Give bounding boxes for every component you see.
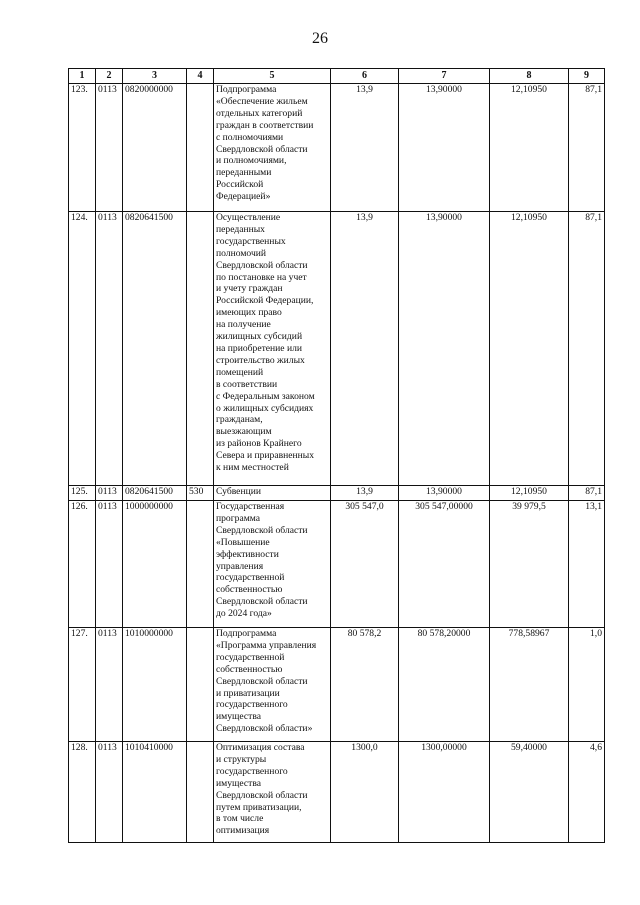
column-header-5: 5 bbox=[214, 69, 331, 84]
section-code: 0113 bbox=[96, 84, 123, 212]
row-number: 125. bbox=[69, 486, 96, 501]
row-number: 127. bbox=[69, 628, 96, 742]
section-code: 0113 bbox=[96, 486, 123, 501]
refined-amount: 13,90000 bbox=[399, 84, 490, 212]
item-name: Осуществление переданных государственных полномочий Свердловской области по постановке на учет и учету граждан Российской Федерации, имеющих право на получение жилищных субсидий на приобретение или строительство жилых помещений в соответствии с Федеральным законом о жилищных субсидиях гражданам, выезжающим из районов Крайнего Севера и приравненных к ним местностей bbox=[214, 212, 331, 486]
plan-amount: 305 547,0 bbox=[331, 501, 399, 628]
item-name: Государственная программа Свердловской области «Повышение эффективности управления государственной собственностью Свердловской области до 2024 года» bbox=[214, 501, 331, 628]
plan-amount: 13,9 bbox=[331, 486, 399, 501]
table-row bbox=[69, 84, 605, 212]
section-code: 0113 bbox=[96, 212, 123, 486]
expense-type-code bbox=[187, 742, 214, 843]
target-article-code: 1010410000 bbox=[123, 742, 187, 843]
expense-type-code bbox=[187, 628, 214, 742]
expense-type-code bbox=[187, 501, 214, 628]
executed-amount: 59,40000 bbox=[490, 742, 569, 843]
executed-amount: 12,10950 bbox=[490, 212, 569, 486]
execution-percent: 4,6 bbox=[569, 742, 605, 843]
execution-percent: 1,0 bbox=[569, 628, 605, 742]
executed-amount: 12,10950 bbox=[490, 486, 569, 501]
section-code: 0113 bbox=[96, 628, 123, 742]
table-row bbox=[69, 501, 605, 628]
row-number: 128. bbox=[69, 742, 96, 843]
plan-amount: 13,9 bbox=[331, 84, 399, 212]
column-header-8: 8 bbox=[490, 69, 569, 84]
refined-amount: 305 547,00000 bbox=[399, 501, 490, 628]
section-code: 0113 bbox=[96, 742, 123, 843]
plan-amount: 80 578,2 bbox=[331, 628, 399, 742]
execution-percent: 87,1 bbox=[569, 84, 605, 212]
section-code: 0113 bbox=[96, 501, 123, 628]
row-number: 124. bbox=[69, 212, 96, 486]
column-header-9: 9 bbox=[569, 69, 605, 84]
refined-amount: 13,90000 bbox=[399, 212, 490, 486]
execution-percent: 87,1 bbox=[569, 486, 605, 501]
budget-table bbox=[68, 68, 605, 843]
column-header-2: 2 bbox=[96, 69, 123, 84]
target-article-code: 0820641500 bbox=[123, 212, 187, 486]
execution-percent: 87,1 bbox=[569, 212, 605, 486]
executed-amount: 39 979,5 bbox=[490, 501, 569, 628]
column-header-1: 1 bbox=[69, 69, 96, 84]
expense-type-code bbox=[187, 212, 214, 486]
plan-amount: 1300,0 bbox=[331, 742, 399, 843]
refined-amount: 80 578,20000 bbox=[399, 628, 490, 742]
refined-amount: 13,90000 bbox=[399, 486, 490, 501]
plan-amount: 13,9 bbox=[331, 212, 399, 486]
column-header-7: 7 bbox=[399, 69, 490, 84]
row-number: 126. bbox=[69, 501, 96, 628]
column-header-3: 3 bbox=[123, 69, 187, 84]
item-name: Подпрограмма «Программа управления государственной собственностью Свердловской области и приватизации государственного имущества Свердловской области» bbox=[214, 628, 331, 742]
table-row bbox=[69, 742, 605, 843]
target-article-code: 1000000000 bbox=[123, 501, 187, 628]
table-row bbox=[69, 486, 605, 501]
page-number: 26 bbox=[312, 30, 328, 47]
expense-type-code: 530 bbox=[187, 486, 214, 501]
execution-percent: 13,1 bbox=[569, 501, 605, 628]
target-article-code: 1010000000 bbox=[123, 628, 187, 742]
executed-amount: 12,10950 bbox=[490, 84, 569, 212]
target-article-code: 0820641500 bbox=[123, 486, 187, 501]
row-number: 123. bbox=[69, 84, 96, 212]
expense-type-code bbox=[187, 84, 214, 212]
header-row bbox=[69, 69, 605, 84]
refined-amount: 1300,00000 bbox=[399, 742, 490, 843]
column-header-4: 4 bbox=[187, 69, 214, 84]
item-name: Субвенции bbox=[214, 486, 331, 501]
table-row bbox=[69, 212, 605, 486]
table-row bbox=[69, 628, 605, 742]
column-header-6: 6 bbox=[331, 69, 399, 84]
target-article-code: 0820000000 bbox=[123, 84, 187, 212]
executed-amount: 778,58967 bbox=[490, 628, 569, 742]
item-name: Подпрограмма «Обеспечение жильем отдельных категорий граждан в соответствии с полномочиями Свердловской области и полномочиями, переданными Российской Федерацией» bbox=[214, 84, 331, 212]
item-name: Оптимизация состава и структуры государственного имущества Свердловской области путем приватизации, в том числе оптимизация bbox=[214, 742, 331, 843]
